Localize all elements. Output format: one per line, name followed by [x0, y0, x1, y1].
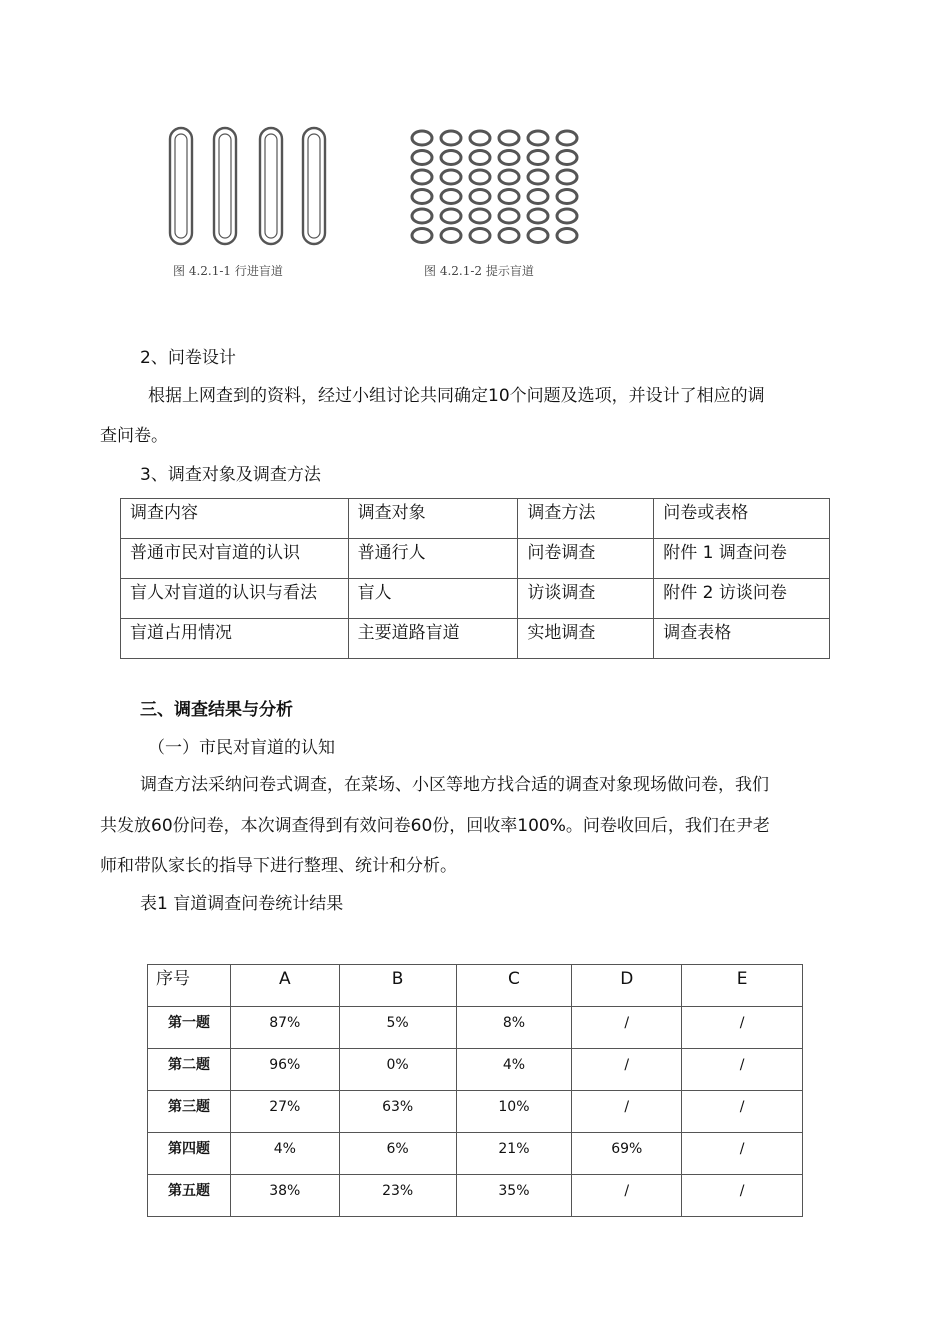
paving-bar: [214, 128, 236, 244]
table-cell: /: [572, 1049, 682, 1091]
paragraph-line: 共发放60份问卷，本次调查得到有效问卷60份，回收率100%。问卷收回后，我们在尹老: [100, 816, 770, 836]
table-cell: 27%: [230, 1091, 339, 1133]
section-heading-survey-method: 3、调查对象及调查方法: [140, 465, 321, 485]
table-cell: 21%: [456, 1133, 572, 1175]
paving-dot: [470, 170, 490, 184]
table-cell: 附件 1 调查问卷: [654, 539, 830, 579]
paragraph-line: 根据上网查到的资料，经过小组讨论共同确定10个问题及选项，并设计了相应的调: [148, 386, 765, 406]
table-cell: 实地调查: [518, 619, 654, 659]
table-cell: 普通行人: [348, 539, 518, 579]
table-cell: 盲道占用情况: [121, 619, 349, 659]
table-row: [121, 539, 830, 579]
table-header-cell: D: [572, 965, 682, 1007]
paving-bar: [170, 128, 192, 244]
table-cell: 4%: [456, 1049, 572, 1091]
table-cell: 普通市民对盲道的认识: [121, 539, 349, 579]
table-cell: 96%: [230, 1049, 339, 1091]
figure-2-caption: 图 4.2.1-2 提示盲道: [424, 264, 534, 278]
table-cell: /: [572, 1175, 682, 1217]
table-cell: /: [682, 1049, 803, 1091]
paving-dot: [557, 151, 577, 165]
paving-dot: [499, 190, 519, 204]
paving-dot: [557, 170, 577, 184]
paving-dot: [557, 209, 577, 223]
table-row: [121, 619, 830, 659]
table-cell: 盲人: [348, 579, 518, 619]
paving-dot: [412, 229, 432, 243]
questionnaire-results-table: [147, 964, 803, 1217]
paving-dot: [412, 170, 432, 184]
table-cell: /: [572, 1091, 682, 1133]
survey-method-table: [120, 498, 830, 659]
table-header-cell: 调查对象: [348, 499, 518, 539]
table-row: [148, 1133, 803, 1175]
paving-dot: [528, 190, 548, 204]
table-caption: 表1 盲道调查问卷统计结果: [140, 894, 344, 914]
paving-dot: [441, 131, 461, 145]
table-cell: 第二题: [148, 1049, 231, 1091]
table-header-row: [148, 965, 803, 1007]
table-cell: 盲人对盲道的认识与看法: [121, 579, 349, 619]
table-cell: /: [682, 1133, 803, 1175]
table-cell: 8%: [456, 1007, 572, 1049]
table-cell: 69%: [572, 1133, 682, 1175]
table-cell: 第四题: [148, 1133, 231, 1175]
subsection-heading: （一）市民对盲道的认知: [148, 738, 335, 758]
table-cell: 5%: [339, 1007, 456, 1049]
table-cell: 第一题: [148, 1007, 231, 1049]
paving-dot: [412, 131, 432, 145]
table-row: [148, 1091, 803, 1133]
paving-dot: [528, 170, 548, 184]
table-header-cell: 问卷或表格: [654, 499, 830, 539]
paving-dot: [528, 151, 548, 165]
table-header-cell: A: [230, 965, 339, 1007]
paving-dot: [470, 229, 490, 243]
table-cell: 63%: [339, 1091, 456, 1133]
section-heading-results: 三、调查结果与分析: [140, 700, 293, 720]
paving-dot: [412, 190, 432, 204]
table-cell: /: [572, 1007, 682, 1049]
paving-dot: [412, 151, 432, 165]
table-cell: 6%: [339, 1133, 456, 1175]
table-header-cell: C: [456, 965, 572, 1007]
paving-dot: [499, 209, 519, 223]
table-cell: /: [682, 1175, 803, 1217]
table-header-cell: E: [682, 965, 803, 1007]
paving-dot: [499, 131, 519, 145]
table-cell: 问卷调查: [518, 539, 654, 579]
table-header-cell: 序号: [148, 965, 231, 1007]
table-cell: 主要道路盲道: [348, 619, 518, 659]
paving-dot: [557, 229, 577, 243]
table-header-cell: 调查方法: [518, 499, 654, 539]
paving-dot: [441, 229, 461, 243]
table-cell: 附件 2 访谈问卷: [654, 579, 830, 619]
table-row: [121, 579, 830, 619]
table-header-row: [121, 499, 830, 539]
section-heading-questionnaire: 2、问卷设计: [140, 348, 236, 368]
paragraph-line: 师和带队家长的指导下进行整理、统计和分析。: [100, 856, 457, 876]
table-cell: 调查表格: [654, 619, 830, 659]
paving-dot: [441, 151, 461, 165]
paving-dot: [470, 209, 490, 223]
paving-dot: [499, 151, 519, 165]
paving-dot: [528, 229, 548, 243]
table-cell: 10%: [456, 1091, 572, 1133]
warning-tactile-paving-figure: [408, 128, 588, 246]
table-cell: /: [682, 1091, 803, 1133]
paving-dot: [441, 190, 461, 204]
table-header-cell: 调查内容: [121, 499, 349, 539]
paving-dot: [499, 229, 519, 243]
table-cell: 38%: [230, 1175, 339, 1217]
table-row: [148, 1049, 803, 1091]
paving-dot: [470, 190, 490, 204]
paving-dot: [557, 190, 577, 204]
travel-tactile-paving-figure: [160, 120, 340, 255]
paving-bar: [303, 128, 325, 244]
table-cell: 23%: [339, 1175, 456, 1217]
table-cell: 第五题: [148, 1175, 231, 1217]
table-cell: 4%: [230, 1133, 339, 1175]
figure-1-caption: 图 4.2.1-1 行进盲道: [173, 264, 283, 278]
paragraph-line: 查问卷。: [100, 426, 168, 446]
paving-bar: [260, 128, 282, 244]
table-cell: 访谈调查: [518, 579, 654, 619]
paving-dot: [441, 209, 461, 223]
paving-dot: [557, 131, 577, 145]
table-header-cell: B: [339, 965, 456, 1007]
paragraph-line: 调查方法采纳问卷式调查，在菜场、小区等地方找合适的调查对象现场做问卷，我们: [140, 775, 769, 795]
paving-dot: [470, 151, 490, 165]
paving-dot: [470, 131, 490, 145]
paving-dot: [528, 131, 548, 145]
table-cell: 第三题: [148, 1091, 231, 1133]
table-cell: 87%: [230, 1007, 339, 1049]
table-cell: 0%: [339, 1049, 456, 1091]
paving-dot: [412, 209, 432, 223]
table-row: [148, 1175, 803, 1217]
table-cell: /: [682, 1007, 803, 1049]
table-cell: 35%: [456, 1175, 572, 1217]
table-row: [148, 1007, 803, 1049]
paving-dot: [441, 170, 461, 184]
paving-dot: [528, 209, 548, 223]
paving-dot: [499, 170, 519, 184]
